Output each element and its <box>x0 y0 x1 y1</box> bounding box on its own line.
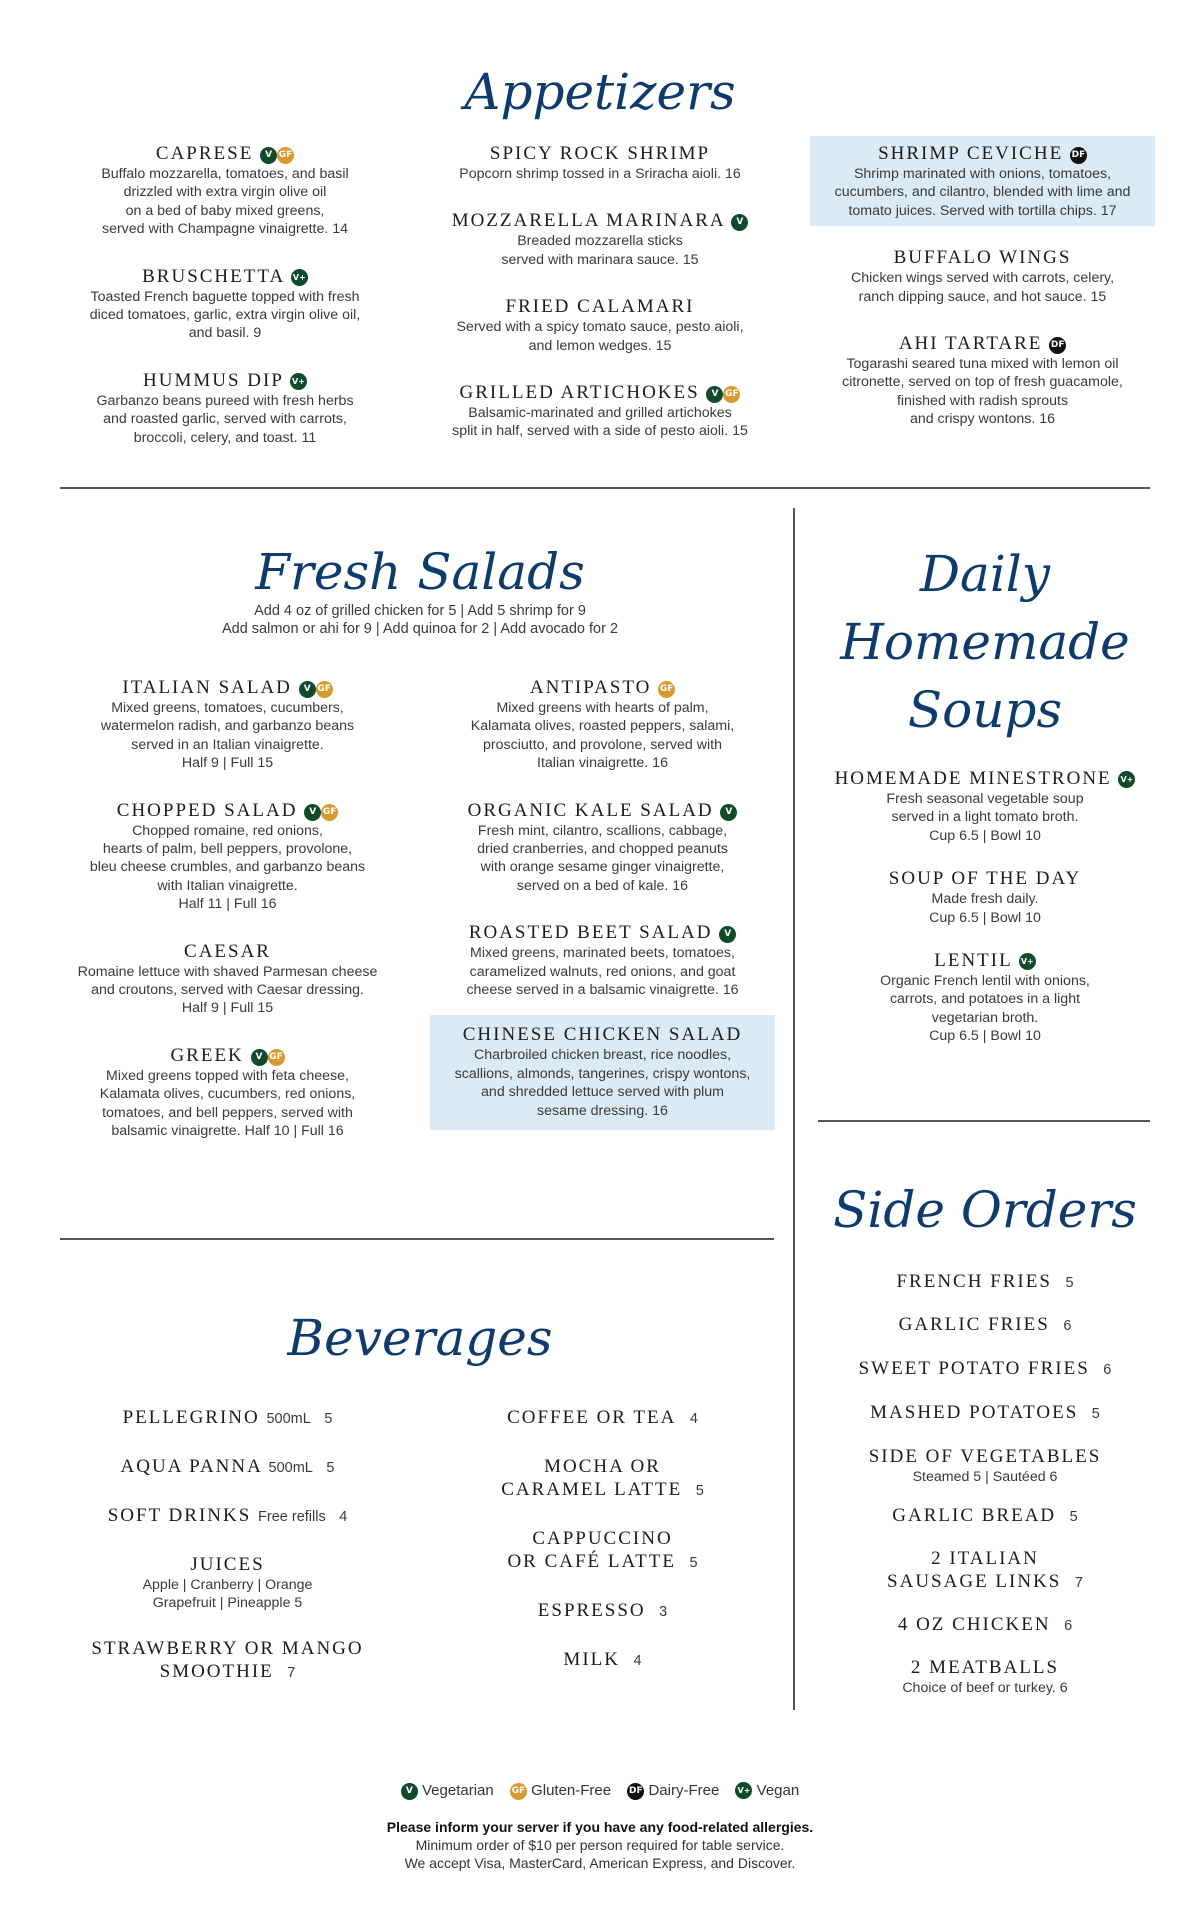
gluten-free-icon: GF <box>510 1783 527 1800</box>
allergy-notice: Please inform your server if you have any food-related allergies. <box>386 1819 814 1835</box>
menu-item-bruschetta <box>55 265 395 343</box>
side-item-mashed-potatoes: MASHED POTATOES 5 <box>870 1402 1100 1423</box>
menu-item-buffalo-wings <box>810 246 1155 306</box>
vegetarian-icon: V <box>299 681 316 698</box>
item-name: CAESAR <box>184 940 271 962</box>
side-item-garlic-bread: GARLIC BREAD 5 <box>892 1505 1078 1527</box>
footer-notes <box>0 1818 1200 1872</box>
item-description: Chicken wings served with carrots, celery, ranch dipping sauce, and hot sauce. 15 <box>850 270 1115 305</box>
menu-item-shrimp-ceviche <box>810 136 1155 226</box>
item-name: ROASTED BEET SALAD <box>468 922 713 944</box>
item-name: SPICY ROCK SHRIMP <box>489 143 711 164</box>
menu-item-organic-kale-salad <box>430 799 775 896</box>
item-description: Fresh seasonal vegetable soup served in a light tomato broth. Cup 6.5 | Bowl 10 <box>886 791 1084 844</box>
beverages-title: Beverages <box>287 1309 553 1367</box>
vegetarian-icon: V <box>401 1783 418 1800</box>
menu-item-caprese <box>55 142 395 239</box>
vegan-icon: V+ <box>1118 771 1135 788</box>
item-name: HUMMUS DIP <box>143 369 284 391</box>
item-name: CHINESE CHICKEN SALAD <box>462 1024 743 1046</box>
item-name: ORGANIC KALE SALAD <box>467 799 714 821</box>
vegetarian-icon: V <box>706 386 723 403</box>
gluten-free-icon: GF <box>268 1049 285 1066</box>
dairy-free-icon: DF <box>1049 337 1066 354</box>
legend-dairy-free: Dairy-Free <box>648 1782 720 1799</box>
beverage-pellegrino: PELLEGRINO 500mL 5 <box>122 1407 333 1428</box>
menu-item-homemade-minestrone <box>820 767 1150 845</box>
appetizers-title: Appetizers <box>464 63 736 121</box>
item-description: Mixed greens, tomatoes, cucumbers, watermelon radish, and garbanzo beans served in an Italian vinaigrette. Half 9 | Full 15 <box>100 700 355 772</box>
item-description: Romaine lettuce with shaved Parmesan cheese and croutons, served with Caesar dressing. Half 9 | Full 15 <box>77 963 378 1017</box>
vegetarian-icon: V <box>719 926 736 943</box>
beverage-cappuccino: CAPPUCCINO OR CAFÉ LATTE 5 <box>507 1528 698 1572</box>
side-item-side-of-vegetables: SIDE OF VEGETABLES Steamed 5 | Sautéed 6 <box>868 1446 1102 1485</box>
item-description: Mixed greens topped with feta cheese, Kalamata olives, cucumbers, red onions, tomatoes, and bell peppers, served with balsamic vinaigrette. Half 10 | Full 16 <box>99 1067 356 1140</box>
beverage-mocha-caramel-latte: MOCHA OR CARAMEL LATTE 5 <box>501 1456 704 1500</box>
vegan-icon: V+ <box>290 373 307 390</box>
dairy-free-icon: DF <box>1070 147 1087 164</box>
soups-title: Daily Homemade Soups <box>840 545 1130 739</box>
vegetarian-icon: V <box>260 147 277 164</box>
legend-vegetarian: Vegetarian <box>421 1782 494 1799</box>
vegan-icon: V+ <box>291 269 308 286</box>
item-name: LENTIL <box>934 950 1013 972</box>
beverages-col-1 <box>55 1406 400 1685</box>
menu-item-grilled-artichokes <box>430 381 770 441</box>
gluten-free-icon: GF <box>658 681 675 698</box>
item-name: BUFFALO WINGS <box>893 247 1072 269</box>
beverage-smoothie: STRAWBERRY OR MANGO SMOOTHIE 7 <box>91 1637 364 1682</box>
minimum-order-notice: Minimum order of $10 per person required for table service. <box>415 1837 785 1853</box>
appetizers-col-3 <box>810 136 1155 429</box>
item-description: Made fresh daily. Cup 6.5 | Bowl 10 <box>929 891 1041 926</box>
menu-item-chinese-chicken-salad <box>430 1015 775 1130</box>
item-name: SOUP OF THE DAY <box>888 868 1082 890</box>
salads-col-1 <box>55 676 400 1141</box>
salads-addons: Add 4 oz of grilled chicken for 5 | Add 5 shrimp for 9 Add salmon or ahi for 9 | Add quinoa for 2 | Add avocado for 2 <box>221 603 619 638</box>
item-description: Charbroiled chicken breast, rice noodles, scallions, almonds, tangerines, crispy wontons, and shredded lettuce served with plum sesame dressing. 16 <box>454 1047 751 1119</box>
salads-title: Fresh Salads <box>255 543 585 601</box>
item-name: AHI TARTARE <box>898 333 1043 355</box>
beverage-milk: MILK 4 <box>563 1649 642 1670</box>
divider-appetizers <box>60 487 1150 489</box>
item-description: Mixed greens, marinated beets, tomatoes, caramelized walnuts, red onions, and goat cheese served in a balsamic vinaigrette. 16 <box>466 945 739 999</box>
legend-vegan: Vegan <box>756 1782 800 1799</box>
sides-col <box>820 1270 1150 1698</box>
menu-item-greek <box>55 1044 400 1141</box>
legend-gluten-free: Gluten-Free <box>531 1782 612 1799</box>
menu-item-caesar <box>55 940 400 1018</box>
beverage-aqua-panna: AQUA PANNA 500mL 5 <box>120 1456 335 1477</box>
item-name: ANTIPASTO <box>529 677 652 698</box>
beverage-espresso: ESPRESSO 3 <box>537 1600 668 1621</box>
item-description: Breaded mozzarella sticks served with marinara sauce. 15 <box>501 233 699 268</box>
item-description: Buffalo mozzarella, tomatoes, and basil drizzled with extra virgin olive oil on a bed of baby mixed greens, served with Champagne vinaigrette. 14 <box>101 166 349 238</box>
menu-item-spicy-rock-shrimp <box>430 142 770 183</box>
item-description: Toasted French baguette topped with fresh diced tomatoes, garlic, extra virgin olive oil, and basil. 9 <box>89 288 361 342</box>
side-item-2-meatballs: 2 MEATBALLS Choice of beef or turkey. 6 <box>902 1657 1068 1697</box>
item-name: MOZZARELLA MARINARA <box>451 210 725 232</box>
beverage-soft-drinks: SOFT DRINKS Free refills 4 <box>107 1505 348 1526</box>
menu-item-chopped-salad <box>55 799 400 914</box>
sides-title: Side Orders <box>833 1181 1137 1239</box>
vegetarian-icon: V <box>251 1049 268 1066</box>
appetizers-col-1 <box>55 142 395 447</box>
side-item-french-fries: FRENCH FRIES 5 <box>896 1271 1074 1292</box>
menu-item-lentil <box>820 949 1150 1046</box>
divider-salads <box>60 1238 774 1240</box>
item-name: BRUSCHETTA <box>142 265 285 287</box>
item-description: Garbanzo beans pureed with fresh herbs and roasted garlic, served with carrots, broccoli, celery, and toast. 11 <box>96 392 354 446</box>
beverages-col-2 <box>430 1406 775 1673</box>
divider-vertical <box>793 508 795 1710</box>
item-name: HOMEMADE MINESTRONE <box>834 768 1112 789</box>
appetizers-col-2 <box>430 142 770 441</box>
side-item-4oz-chicken: 4 OZ CHICKEN 6 <box>897 1614 1073 1636</box>
vegetarian-icon: V <box>304 804 321 821</box>
item-description: Shrimp marinated with onions, tomatoes, cucumbers, and cilantro, blended with lime and tomato juices. Served with tortilla chips. 17 <box>834 166 1131 219</box>
menu-item-soup-of-the-day <box>820 867 1150 927</box>
item-name: ITALIAN SALAD <box>122 677 292 698</box>
menu-item-roasted-beet-salad <box>430 921 775 999</box>
item-description: Organic French lentil with onions, carrots, and potatoes in a light vegetarian broth. Cup 6.5 | Bowl 10 <box>880 973 1090 1045</box>
dairy-free-icon: DF <box>627 1783 644 1800</box>
beverage-juices: JUICES Apple | Cranberry | Orange Grapefruit | Pineapple 5 <box>142 1554 313 1612</box>
side-item-sweet-potato-fries: SWEET POTATO FRIES 6 <box>858 1358 1112 1379</box>
menu-item-fried-calamari <box>430 295 770 355</box>
dietary-legend <box>0 1782 1200 1800</box>
item-name: FRIED CALAMARI <box>505 296 695 318</box>
menu-item-hummus-dip <box>55 369 395 447</box>
item-description: Popcorn shrimp tossed in a Sriracha aioli. 16 <box>459 166 741 182</box>
vegetarian-icon: V <box>720 804 737 821</box>
item-description: Balsamic-marinated and grilled artichokes split in half, served with a side of pesto aioli. 15 <box>452 405 748 440</box>
gluten-free-icon: GF <box>723 386 740 403</box>
gluten-free-icon: GF <box>316 681 333 698</box>
item-description: Togarashi seared tuna mixed with lemon oil citronette, served on top of fresh guacamole, finished with radish sprouts and crispy wontons. 16 <box>842 356 1123 428</box>
item-name: GREEK <box>170 1044 244 1066</box>
gluten-free-icon: GF <box>321 804 338 821</box>
item-description: Chopped romaine, red onions, hearts of palm, bell peppers, provolone, bleu cheese crumbles, and garbanzo beans with Italian vinaigrette. Half 11 | Full 16 <box>89 822 366 913</box>
vegan-icon: V+ <box>735 1782 752 1799</box>
item-name: GRILLED ARTICHOKES <box>459 382 700 404</box>
payment-notice: We accept Visa, MasterCard, American Express, and Discover. <box>404 1855 796 1871</box>
beverage-coffee-or-tea: COFFEE OR TEA 4 <box>507 1407 698 1428</box>
gluten-free-icon: GF <box>277 147 294 164</box>
side-item-italian-sausage-links: 2 ITALIAN SAUSAGE LINKS 7 <box>887 1548 1083 1593</box>
vegetarian-icon: V <box>731 214 748 231</box>
item-description: Fresh mint, cilantro, scallions, cabbage, dried cranberries, and chopped peanuts with orange sesame ginger vinaigrette, served on a bed of kale. 16 <box>477 822 728 894</box>
item-description: Mixed greens with hearts of palm, Kalamata olives, roasted peppers, salami, prosciutto, and provolone, served with Italian vinaigrette. 16 <box>470 700 735 772</box>
item-name: CAPRESE <box>155 143 254 164</box>
item-description: Served with a spicy tomato sauce, pesto aioli, and lemon wedges. 15 <box>456 319 744 354</box>
soups-col <box>820 767 1150 1046</box>
menu-item-mozzarella-marinara <box>430 209 770 269</box>
side-item-garlic-fries: GARLIC FRIES 6 <box>898 1314 1072 1335</box>
menu-item-italian-salad <box>55 676 400 773</box>
item-name: SHRIMP CEVICHE <box>878 143 1064 164</box>
vegan-icon: V+ <box>1019 953 1036 970</box>
salads-col-2 <box>430 676 775 1130</box>
menu-item-ahi-tartare <box>810 332 1155 429</box>
divider-soups <box>818 1120 1150 1122</box>
item-name: CHOPPED SALAD <box>116 799 298 821</box>
menu-item-antipasto <box>430 676 775 773</box>
